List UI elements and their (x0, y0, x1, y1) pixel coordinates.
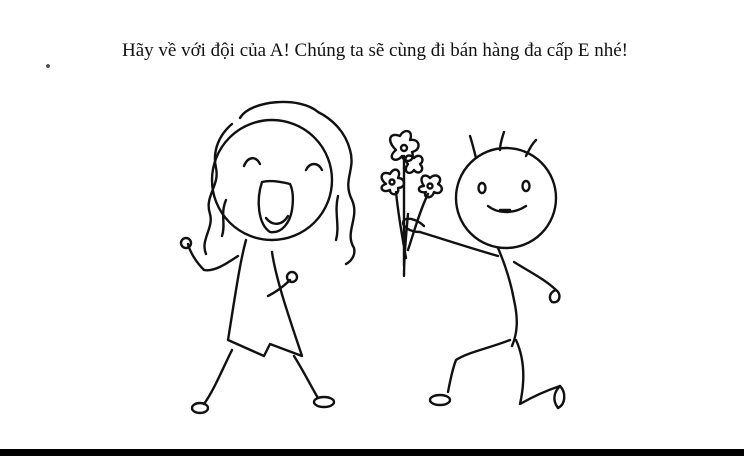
girl-left-hand (181, 238, 191, 248)
boy-front-foot (430, 395, 450, 405)
flower-left-center (390, 180, 395, 185)
flower-right (419, 176, 442, 198)
boy-back-hand (550, 290, 560, 302)
boy-right-eye (523, 181, 530, 191)
boy-head (456, 148, 556, 248)
girl-right-foot (314, 397, 334, 407)
flower-stems (396, 156, 428, 276)
bottom-border-bar (0, 449, 744, 456)
girl-left-arm (188, 244, 238, 270)
girl-left-foot (192, 403, 208, 413)
boy-back-foot (554, 386, 564, 408)
girl-figure (181, 102, 354, 413)
girl-right-leg (294, 356, 318, 398)
boy-figure (403, 132, 564, 408)
boy-back-arm (514, 262, 556, 290)
flower-bouquet (382, 131, 442, 276)
flower-left (382, 170, 404, 195)
flower-top-center (401, 145, 407, 151)
boy-left-eye (479, 183, 486, 193)
flower-right-center (428, 184, 433, 189)
boy-back-leg (516, 340, 560, 404)
girl-left-leg (204, 350, 232, 404)
stray-dot (47, 65, 48, 66)
girl-right-eye (306, 164, 322, 170)
speech-caption: Hãy về với đội của A! Chúng ta sẽ cùng đi bán hàng đa cấp E nhé! (122, 40, 629, 61)
girl-tongue (266, 216, 288, 224)
flower-middle (406, 156, 423, 173)
boy-front-leg (448, 340, 510, 392)
girl-right-hand (287, 272, 297, 282)
girl-left-eye (244, 158, 260, 166)
girl-dress (228, 240, 302, 356)
